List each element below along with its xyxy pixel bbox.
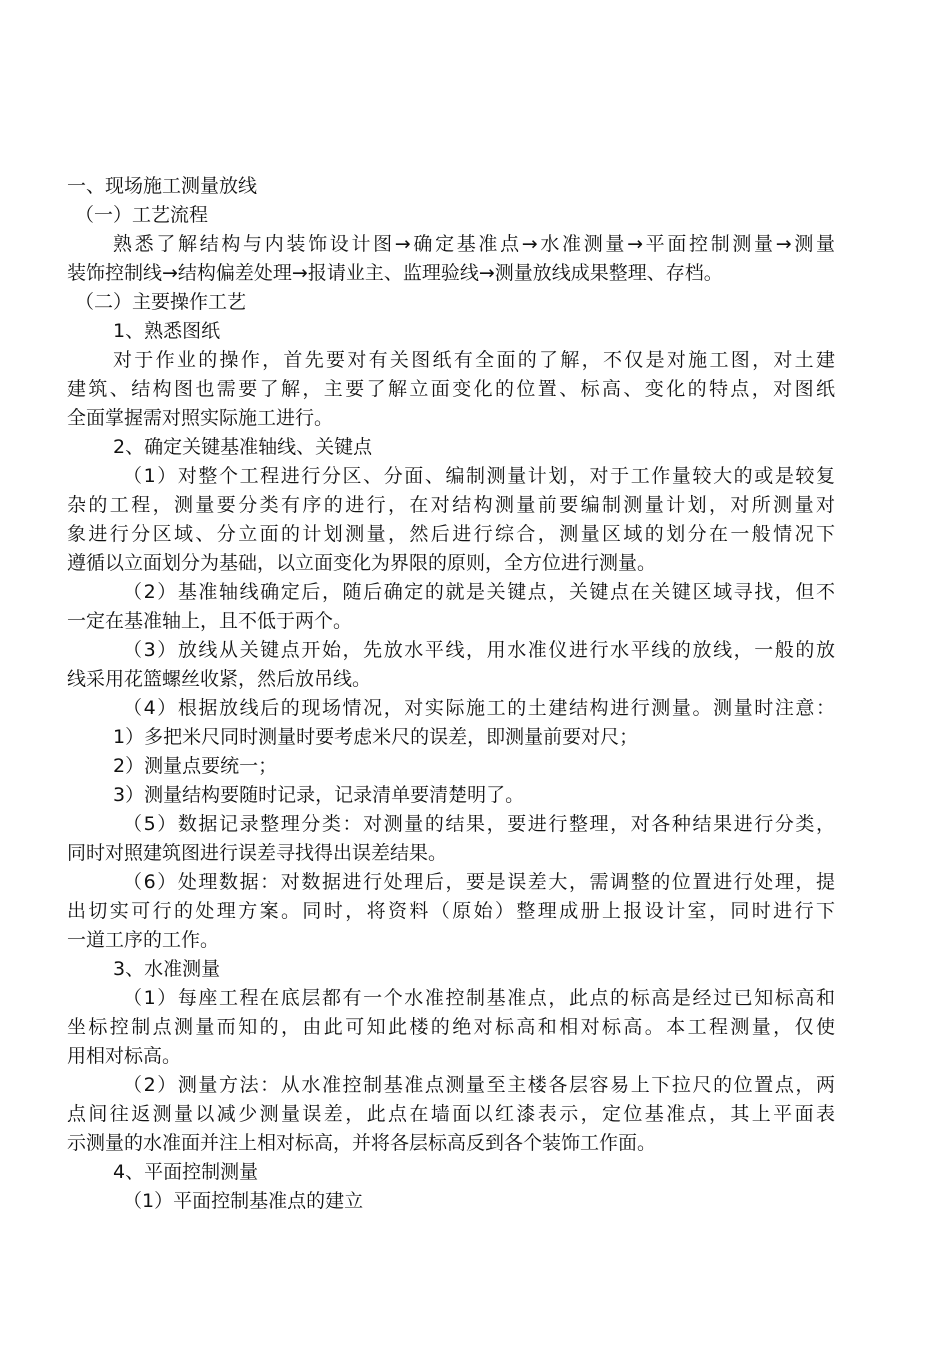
text-line: （3）放线从关键点开始，先放水平线，用水准仪进行水平线的放线，一般的放 xyxy=(123,639,835,661)
text-line: 出切实可行的处理方案。同时，将资料（原始）整理成册上报设计室，同时进行下 xyxy=(67,900,835,922)
text-line: （1）每座工程在底层都有一个水准控制基准点，此点的标高是经过已知标高和 xyxy=(123,987,835,1009)
text-line: 全面掌握需对照实际施工进行。 xyxy=(67,407,334,429)
text-line: 用相对标高。 xyxy=(67,1045,182,1067)
document-body xyxy=(67,172,835,1216)
text-line: 点间往返测量以减少测量误差，此点在墙面以红漆表示，定位基准点，其上平面表 xyxy=(67,1103,835,1125)
text-line: 遵循以立面划分为基础，以立面变化为界限的原则，全方位进行测量。 xyxy=(67,552,657,574)
text-line: （一）工艺流程 xyxy=(75,204,209,226)
text-line: 熟悉了解结构与内装饰设计图→确定基准点→水准测量→平面控制测量→测量 xyxy=(113,233,835,255)
text-line: 建筑、结构图也需要了解，主要了解立面变化的位置、标高、变化的特点，对图纸 xyxy=(67,378,835,400)
text-line: （4）根据放线后的现场情况，对实际施工的土建结构进行测量。测量时注意： xyxy=(123,697,835,719)
text-line: 杂的工程，测量要分类有序的进行，在对结构测量前要编制测量计划，对所测量对 xyxy=(67,494,835,516)
text-line: 线采用花篮螺丝收紧，然后放吊线。 xyxy=(67,668,372,690)
text-line: 象进行分区域、分立面的计划测量，然后进行综合，测量区域的划分在一般情况下 xyxy=(67,523,835,545)
text-line: 3）测量结构要随时记录，记录清单要清楚明了。 xyxy=(113,784,525,806)
text-line: （2）测量方法：从水准控制基准点测量至主楼各层容易上下拉尺的位置点，两 xyxy=(123,1074,835,1096)
text-line: （6）处理数据：对数据进行处理后，要是误差大，需调整的位置进行处理，提 xyxy=(123,871,835,893)
text-line: 1）多把米尺同时测量时要考虑米尺的误差，即测量前要对尺； xyxy=(113,726,639,748)
text-line: 同时对照建筑图进行误差寻找得出误差结果。 xyxy=(67,842,448,864)
text-line: 装饰控制线→结构偏差处理→报请业主、监理验线→测量放线成果整理、存档。 xyxy=(67,262,723,284)
text-line: 一、现场施工测量放线 xyxy=(67,175,258,197)
text-line: （5）数据记录整理分类：对测量的结果，要进行整理，对各种结果进行分类， xyxy=(123,813,835,835)
text-line: （1）平面控制基准点的建立 xyxy=(123,1190,364,1212)
text-line: 2、确定关键基准轴线、关键点 xyxy=(113,436,373,458)
text-line: 一道工序的工作。 xyxy=(67,929,220,951)
text-line: （二）主要操作工艺 xyxy=(75,291,247,313)
text-line: （1）对整个工程进行分区、分面、编制测量计划，对于工作量较大的或是较复 xyxy=(123,465,835,487)
text-line: 4、平面控制测量 xyxy=(113,1161,259,1183)
text-line: 3、水准测量 xyxy=(113,958,221,980)
text-line: 示测量的水准面并注上相对标高，并将各层标高反到各个装饰工作面。 xyxy=(67,1132,657,1154)
text-line: （2）基准轴线确定后，随后确定的就是关键点，关键点在关键区域寻找，但不 xyxy=(123,581,835,603)
text-line: 2）测量点要统一； xyxy=(113,755,278,777)
text-line: 对于作业的操作，首先要对有关图纸有全面的了解，不仅是对施工图，对土建 xyxy=(113,349,835,371)
text-line: 一定在基准轴上，且不低于两个。 xyxy=(67,610,353,632)
text-line: 坐标控制点测量而知的，由此可知此楼的绝对标高和相对标高。本工程测量，仅使 xyxy=(67,1016,835,1038)
text-line: 1、熟悉图纸 xyxy=(113,320,221,342)
